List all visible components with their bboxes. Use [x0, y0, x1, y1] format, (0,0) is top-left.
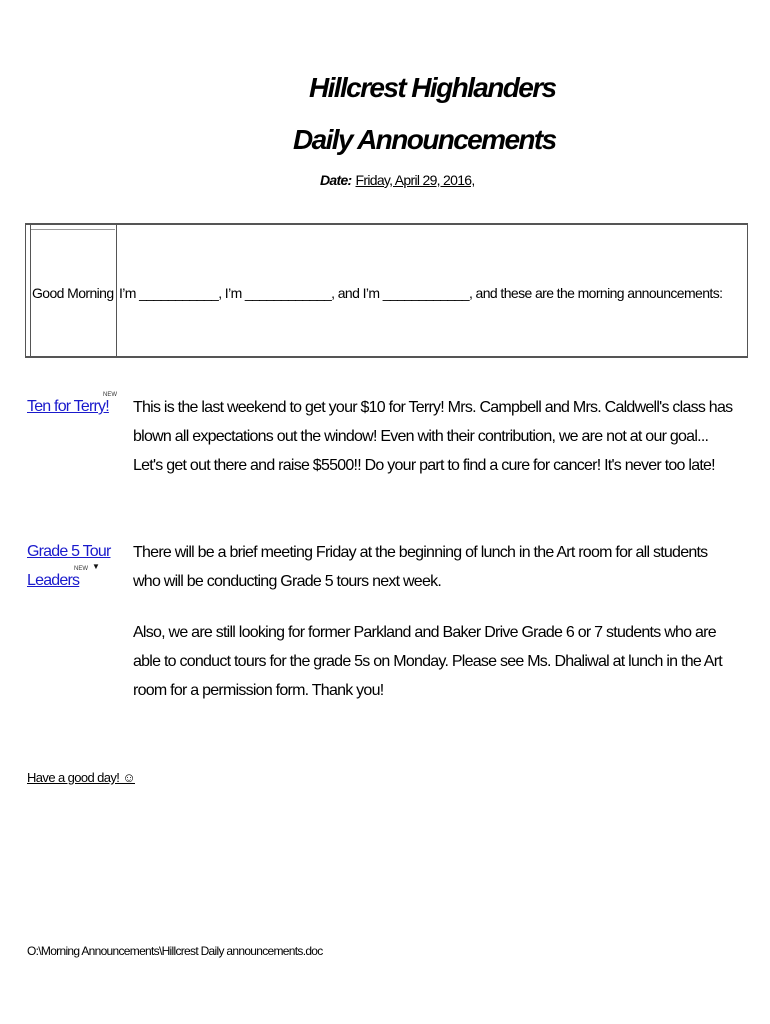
date-value: Friday, April 29, 2016,: [355, 172, 475, 188]
footer-file-path: O:\Morning Announcements\Hillcrest Daily announcements.doc: [27, 944, 323, 958]
announcement-title-line: Grade 5 Tour: [27, 543, 111, 560]
greeting-label: Good Morning: [32, 285, 114, 301]
document-title: Daily Announcements: [293, 124, 556, 155]
caret-down-icon: ▼: [92, 562, 100, 571]
announcement-title-line: Leaders: [27, 572, 80, 589]
table-left-border: [25, 225, 31, 356]
school-name-title: Hillcrest Highlanders: [309, 72, 556, 103]
announcement-body-grade-5-tour-leaders: [133, 538, 733, 705]
announcement-paragraph: Also, we are still looking for former Parkland and Baker Drive Grade 6 or 7 students who are able to conduct tours for the grade 5s on Monday. Please see Ms. Dhaliwal at lunch in the Art room for a permission form. Thank you!: [133, 624, 722, 699]
announcement-body-ten-for-terry: [133, 393, 733, 480]
announcement-paragraph: This is the last weekend to get your $10 for Terry! Mrs. Campbell and Mrs. Caldwell's class has blown all expectations out the window! Even with their contribution, we are not at our goal... Let's get out there and raise $5500!! Do your part to find a cure for cancer! It's never too late!: [133, 399, 733, 474]
date-row: [320, 172, 475, 188]
greeting-table: [25, 223, 748, 358]
table-inner-rule: [31, 229, 115, 230]
greeting-script: I’m ___________, I’m ____________, and I’m ____________, and these are the morning announcements:: [119, 285, 723, 301]
date-label: Date:: [320, 172, 352, 188]
table-column-divider: [116, 225, 117, 356]
announcement-title-ten-for-terry[interactable]: Ten for Terry!: [27, 398, 109, 415]
new-badge-icon: NEW: [103, 392, 117, 398]
announcement-paragraph: There will be a brief meeting Friday at the beginning of lunch in the Art room for all students who will be conducting Grade 5 tours next week.: [133, 544, 708, 590]
new-badge-icon: NEW: [74, 566, 88, 572]
closing-message: Have a good day! ☺: [27, 770, 135, 785]
